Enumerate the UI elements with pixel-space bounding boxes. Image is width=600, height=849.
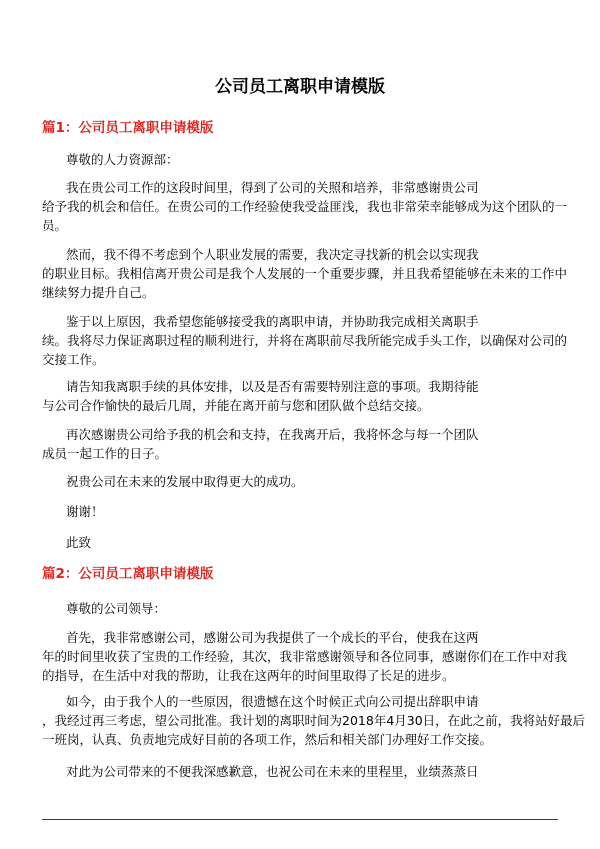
paragraph-line: 如今，由于我个人的一些原因，很遗憾在这个时候正式向公司提出辞职申请 <box>66 694 479 709</box>
paragraph-line: 员。 <box>42 218 68 233</box>
paragraph-line: 然而，我不得不考虑到个人职业发展的需要，我决定寻找新的机会以实现我 <box>66 247 479 262</box>
paragraph-line: 对此为公司带来的不便我深感歉意，也祝公司在未来的里程里，业绩蒸蒸日 <box>66 764 479 779</box>
paragraph-line: 的职业目标。我相信离开贵公司是我个人发展的一个重要步骤，并且我希望能够在未来的工作中 <box>42 266 568 281</box>
paragraph-line: 再次感谢贵公司给予我的机会和支持，在我离开后，我将怀念与每一个团队 <box>66 427 479 442</box>
paragraph-line: 给予我的机会和信任。在贵公司的工作经验使我受益匪浅，我也非常荣幸能够成为这个团队的一 <box>42 199 568 214</box>
section-heading: 篇1：公司员工离职申请模版 <box>42 120 214 136</box>
paragraph-line: 我在贵公司工作的这段时间里，得到了公司的关照和培养，非常感谢贵公司 <box>66 180 479 195</box>
paragraph-line: 祝贵公司在未来的发展中取得更大的成功。 <box>66 474 304 489</box>
paragraph-line: 交接工作。 <box>42 352 105 367</box>
paragraph-line: 一班岗，认真、负责地完成好目前的各项工作，然后和相关部门办理好工作交接。 <box>42 732 493 747</box>
section-heading: 篇2：公司员工离职申请模版 <box>42 566 214 582</box>
paragraph-line: 请告知我离职手续的具体安排，以及是否有需要特别注意的事项。我期待能 <box>66 379 479 394</box>
paragraph-line: ，我经过再三考虑，望公司批准。我计划的离职时间为2018年4月30日，在此之前，我将站好最后 <box>42 713 586 728</box>
paragraph-line: 的指导，在生活中对我的帮助，让我在这两年的时间里取得了长足的进步。 <box>42 668 455 683</box>
paragraph-line: 成员一起工作的日子。 <box>42 446 168 461</box>
paragraph-line: 续。我将尽力保证离职过程的顺利进行，并将在离职前尽我所能完成手头工作，以确保对公司的 <box>42 333 568 348</box>
paragraph-line: 首先，我非常感谢公司，感谢公司为我提供了一个成长的平台，使我在这两 <box>66 630 479 645</box>
paragraph-line: 鉴于以上原因，我希望您能够接受我的离职申请，并协助我完成相关离职手 <box>66 314 479 329</box>
paragraph-line: 谢谢！ <box>66 504 104 519</box>
document-title: 公司员工离职申请模版 <box>215 77 385 97</box>
paragraph-line: 年的时间里收获了宝贵的工作经验，其次，我非常感谢领导和各位同事，感谢你们在工作中对我 <box>42 649 568 664</box>
paragraph-line: 此致 <box>66 535 92 550</box>
paragraph-line: 与公司合作愉快的最后几周，并能在离开前与您和团队做个总结交接。 <box>42 398 430 413</box>
page-bottom-rule <box>42 819 558 820</box>
salutation: 尊敬的人力资源部： <box>66 152 179 167</box>
salutation: 尊敬的公司领导： <box>66 601 167 616</box>
paragraph-line: 继续努力提升自己。 <box>42 285 155 300</box>
